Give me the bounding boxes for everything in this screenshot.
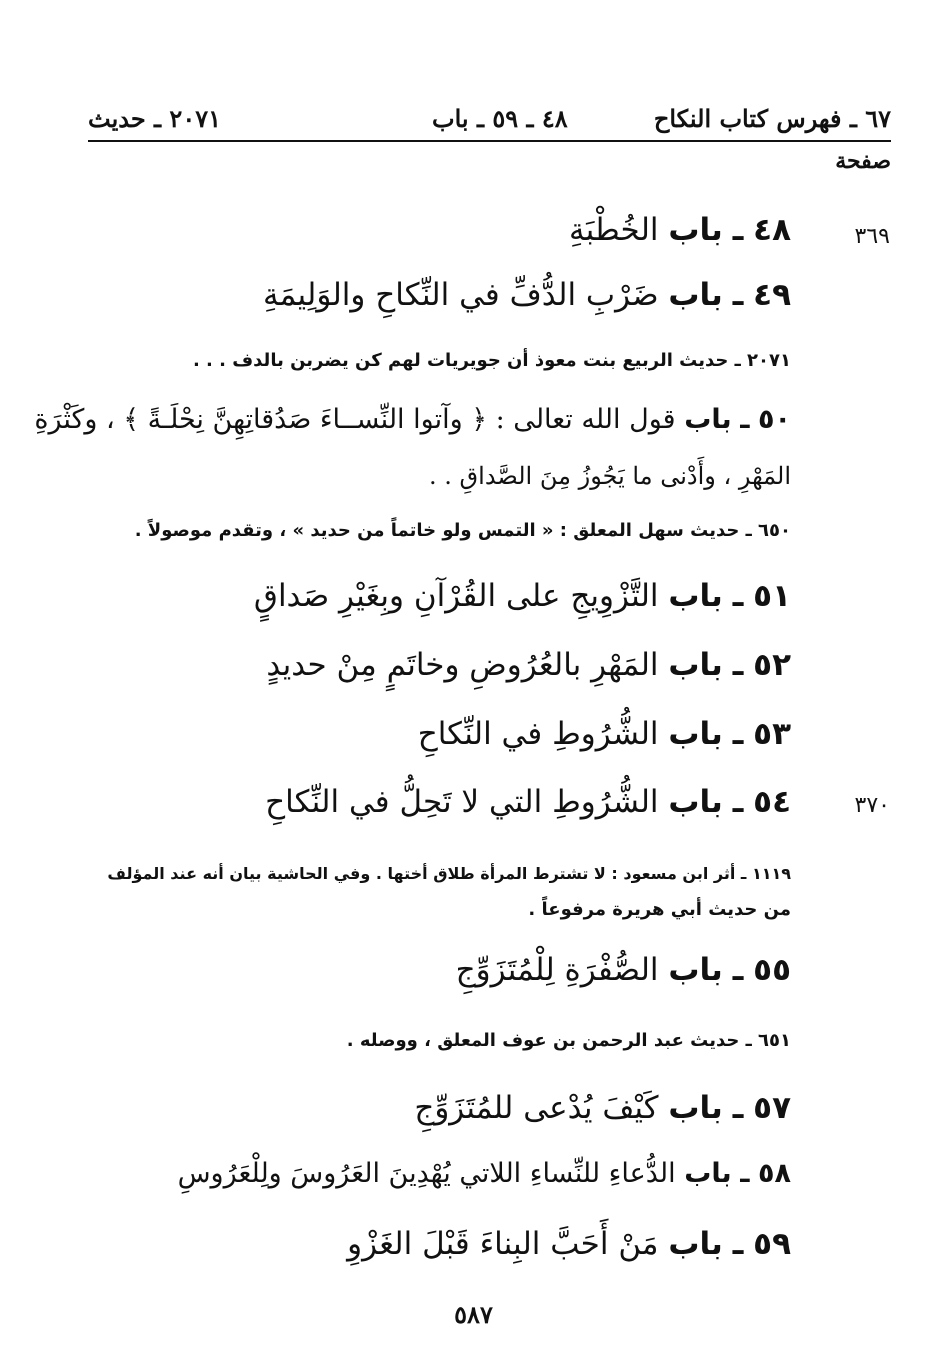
chapter-title: الشُّرُوطِ في النِّكاحِ — [417, 716, 659, 752]
page-ref-370: ٣٧٠ — [854, 793, 890, 818]
athar-1119-line-1: ١١١٩ ـ أثر ابن مسعود : لا تشترط المرأة طلاق أختها . وفي الحاشية بيان أنه عند المؤلف — [107, 864, 791, 883]
chapter-bab: باب — [668, 578, 723, 614]
chapter-50-continued: المَهْرِ ، وأَدْنى ما يَجُوزُ مِنَ الصَّداقِ . . — [429, 462, 791, 490]
chapter-sep: ـ — [732, 647, 744, 683]
chapter-number: ٥٩ — [753, 1226, 791, 1262]
chapter-48 — [569, 212, 791, 248]
chapter-title-line-1: قول الله تعالى : ﴿ وآتوا النِّســاءَ صَدُقاتِهِنَّ نِحْلَـةً ﴾ ، وكَثْرَةِ — [34, 404, 676, 435]
chapter-bab: باب — [668, 716, 723, 752]
chapter-number: ٥١ — [753, 578, 791, 614]
chapter-bab: باب — [684, 1158, 732, 1189]
chapter-title: الشُّرُوطِ التي لا تَحِلُّ في النِّكاحِ — [265, 784, 659, 820]
athar-1119-line-2: من حديث أبي هريرة مرفوعاً . — [528, 899, 791, 920]
page-ref-369: ٣٦٩ — [854, 224, 890, 249]
chapter-49 — [263, 277, 791, 313]
chapter-title: الدُّعاءِ للنِّساءِ اللاتي يُهْدِينَ العَرُوسَ ولِلْعَرُوسِ — [177, 1158, 676, 1189]
chapter-sep: ـ — [732, 784, 744, 820]
chapter-sep: ـ — [732, 578, 744, 614]
running-header-range: ٤٨ ـ ٥٩ ـ باب — [432, 104, 568, 133]
chapter-number: ٤٩ — [753, 277, 791, 313]
chapter-number: ٥٨ — [758, 1158, 791, 1189]
chapter-number: ٥٢ — [753, 647, 791, 683]
chapter-title: كَيْفَ يُدْعى للمُتَزَوِّجِ — [414, 1090, 659, 1126]
running-header-title: ٦٧ ـ فهرس كتاب النكاح — [653, 104, 891, 133]
chapter-bab: باب — [668, 277, 723, 313]
chapter-sep: ـ — [732, 1226, 744, 1262]
chapter-bab: باب — [668, 1226, 723, 1262]
hadith-651: ٦٥١ ـ حديث عبد الرحمن بن عوف المعلق ، ووصله . — [346, 1030, 791, 1051]
chapter-title: مَنْ أَحَبَّ البِناءَ قَبْلَ الغَزْوِ — [347, 1226, 659, 1262]
chapter-number: ٥٠ — [758, 404, 791, 435]
chapter-sep: ـ — [732, 716, 744, 752]
chapter-53 — [418, 716, 791, 752]
chapter-50 — [34, 404, 791, 435]
running-header-hadith: ٢٠٧١ ـ حديث — [88, 104, 221, 133]
chapter-58 — [178, 1158, 791, 1189]
chapter-sep: ـ — [740, 404, 750, 435]
hadith-2071: ٢٠٧١ ـ حديث الربيع بنت معوذ أن جويريات لهم كن يضربن بالدف . . . — [192, 350, 791, 371]
chapter-bab: باب — [684, 404, 732, 435]
chapter-52 — [266, 647, 791, 683]
chapter-54 — [265, 784, 791, 820]
chapter-bab: باب — [668, 952, 723, 988]
chapter-bab: باب — [668, 1090, 723, 1126]
chapter-number: ٤٨ — [753, 212, 791, 248]
chapter-title: المَهْرِ بالعُرُوضِ وخاتَمٍ مِنْ حديدٍ — [266, 647, 659, 683]
chapter-55 — [456, 952, 791, 988]
chapter-sep: ـ — [732, 277, 744, 313]
chapter-title: الخُطْبَةِ — [569, 212, 659, 248]
chapter-number: ٥٥ — [753, 952, 791, 988]
chapter-59 — [347, 1226, 791, 1262]
page-number: ٥٨٧ — [454, 1300, 493, 1329]
hadith-650: ٦٥٠ ـ حديث سهل المعلق : « التمس ولو خاتماً من حديد » ، وتقدم موصولاً . — [134, 520, 791, 541]
chapter-57 — [414, 1090, 791, 1126]
chapter-bab: باب — [668, 647, 723, 683]
chapter-sep: ـ — [732, 212, 744, 248]
chapter-51 — [254, 578, 791, 614]
chapter-bab: باب — [668, 212, 723, 248]
chapter-number: ٥٤ — [753, 784, 791, 820]
chapter-bab: باب — [668, 784, 723, 820]
header-rule — [88, 140, 891, 142]
chapter-title: ضَرْبِ الدُّفِّ في النِّكاحِ والوَلِيمَةِ — [263, 277, 659, 313]
chapter-sep: ـ — [732, 952, 744, 988]
chapter-sep: ـ — [740, 1158, 750, 1189]
page-column-label: صفحة — [835, 148, 891, 174]
chapter-title: الصُّفْرَةِ لِلْمُتَزَوِّجِ — [455, 952, 659, 988]
chapter-number: ٥٧ — [753, 1090, 791, 1126]
chapter-number: ٥٣ — [753, 716, 791, 752]
chapter-title: التَّزْوِيجِ على القُرْآنِ وبِغَيْرِ صَداقٍ — [253, 578, 659, 614]
chapter-sep: ـ — [732, 1090, 744, 1126]
